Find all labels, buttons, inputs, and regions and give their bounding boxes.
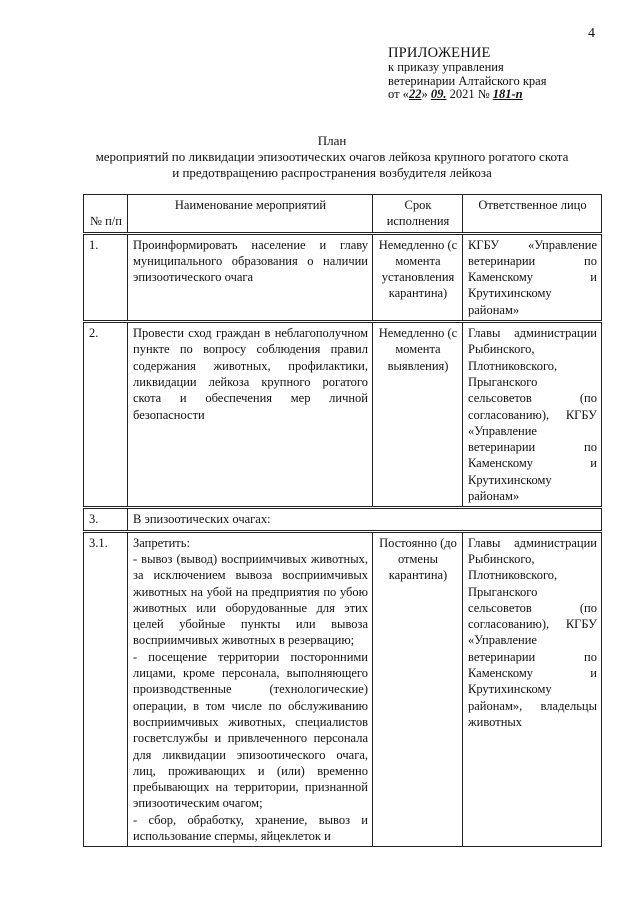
date-mid: »: [421, 87, 431, 101]
appendix-line: ветеринарии Алтайского края: [388, 73, 547, 88]
row-name-item: - вывоз (вывод) восприимчивых животных, за исключением вывоза восприимчивых животных на убой на предприятия по убою животных или оборудованные для этих целей убойные пункты или вывоза восприимчивых животных в резервацию;: [133, 551, 368, 648]
plan-subtitle: и предотвращению распространения возбудителя лейкоза: [172, 165, 492, 180]
document-heading: [40, 133, 624, 181]
header-num: № п/п: [84, 195, 128, 234]
row-num: 3.1.: [84, 531, 128, 847]
table-header-row: [84, 195, 602, 234]
row-name: Провести сход граждан в неблагополучном пункте по вопросу соблюдения правил содержания животных, профилактики, ликвидации лейкоза крупного рогатого скота и обеспечения мер личной безопасности: [128, 322, 373, 508]
row-responsible: Главы администрации Рыбинского, Плотниковского, Прыганского сельсоветов (по согласованию), КГБУ «Управление ветеринарии по Каменскому и Крутихинскому районам»: [463, 322, 602, 508]
table-row: [84, 233, 602, 321]
table-row: [84, 322, 602, 508]
table-section-row: [84, 508, 602, 531]
row-num: 2.: [84, 322, 128, 508]
appendix-title: ПРИЛОЖЕНИЕ: [388, 45, 491, 61]
row-name-intro: Запретить:: [133, 535, 190, 550]
page-number: 4: [588, 26, 595, 41]
row-name: Проинформировать население и главу муниципального образования о наличии эпизоотического очага: [128, 233, 373, 321]
header-term: Срок исполнения: [373, 195, 463, 234]
plan-title: План: [317, 133, 347, 148]
row-name: [128, 531, 373, 847]
row-term: Немедленно (с момента установления карантина): [373, 233, 463, 321]
row-num: 1.: [84, 233, 128, 321]
header-responsible: Ответственное лицо: [463, 195, 602, 234]
date-month: 09.: [430, 87, 447, 101]
row-term: Постоянно (до отмены карантина): [373, 531, 463, 847]
row-responsible: Главы администрации Рыбинского, Плотниковского, Прыганского сельсоветов (по согласованию), КГБУ «Управление ветеринарии по Каменскому и Крутихинскому районам», владельцы животных: [463, 531, 602, 847]
row-num: 3.: [84, 508, 128, 531]
order-number: 181-п: [492, 87, 523, 101]
row-name-item: - сбор, обработку, хранение, вывоз и использование спермы, яйцеклеток и: [133, 812, 368, 843]
appendix-block: [388, 46, 628, 102]
row-term: Немедленно (с момента выявления): [373, 322, 463, 508]
appendix-date: [388, 88, 628, 102]
row-name-item: - посещение территории посторонними лицами, кроме персонала, выполняющего производственные (технологические) операции, в том числе по обслуживанию восприимчивых животных, специалистов госветслужбы и привлеченного персонала для ликвидации эпизоотического очага, лиц, проживающих и (или) временно пребывающих на территории, признанной эпизоотическим очагом;: [133, 649, 368, 811]
plan-subtitle: мероприятий по ликвидации эпизоотических очагов лейкоза крупного рогатого скота: [95, 149, 569, 164]
date-prefix: от «: [388, 87, 409, 101]
table-row: [84, 531, 602, 847]
measures-table: [83, 194, 602, 847]
row-responsible: КГБУ «Управление ветеринарии по Каменскому и Крутихинскому районам»: [463, 233, 602, 321]
date-year: 2021 №: [446, 87, 493, 101]
date-day: 22: [408, 87, 422, 101]
header-name: Наименование мероприятий: [128, 195, 373, 234]
appendix-line: к приказу управления: [388, 60, 504, 74]
section-title: В эпизоотических очагах:: [128, 508, 602, 531]
